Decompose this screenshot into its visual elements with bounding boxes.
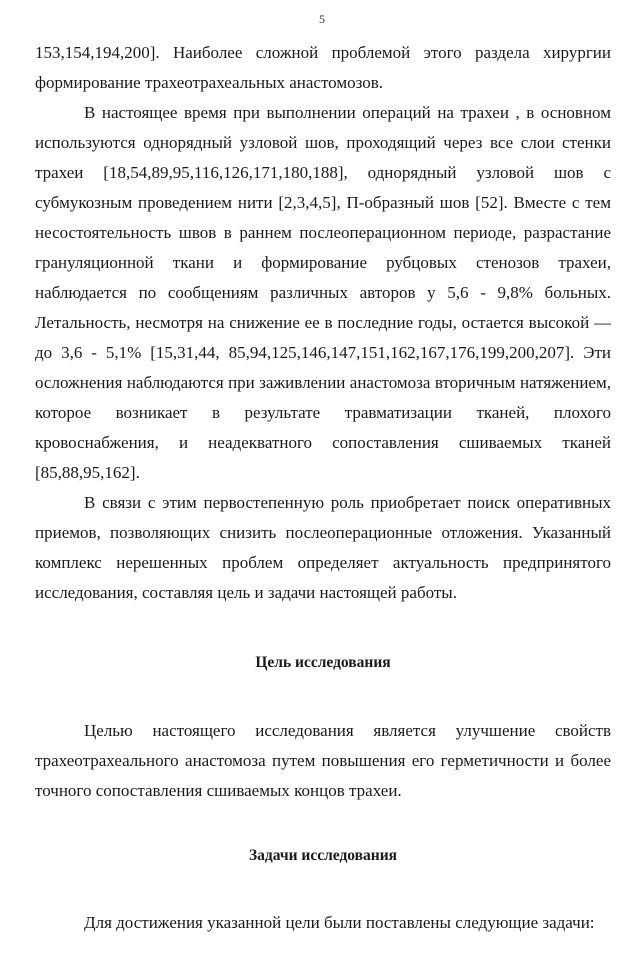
paragraph-relevance: В связи с этим первостепенную роль приобретает поиск оперативных приемов, позволяющих снизить послеоперационные отложения. Указанный комплекс нерешенных проблем определяет актуальность предпринятого исследования, составляя цель и задачи настоящей работы. (35, 493, 611, 602)
page-body (35, 38, 611, 938)
paragraph-tasks-intro: Для достижения указанной цели были поставлены следующие задачи: (84, 913, 595, 932)
paragraph-intro-continuation: 153,154,194,200]. Наиболее сложной проблемой этого раздела хирургии формирование трахеотрахеальных анастомозов. (35, 43, 611, 92)
paragraph-research-goal: Целью настоящего исследования является улучшение свойств трахеотрахеального анастомоза путем повышения его герметичности и более точного сопоставления сшиваемых концов трахеи. (35, 721, 611, 800)
heading-research-tasks: Задачи исследования (248, 847, 398, 864)
heading-research-goal: Цель исследования (255, 654, 391, 671)
page-number: 5 (319, 12, 325, 26)
paragraph-suture-methods: В настоящее время при выполнении операций на трахеи , в основном используются однорядный узловой шов, проходящий через все слои стенки трахеи [18,54,89,95,116,126,171,180,188], однорядный узловой шов с субмукозным проведением нити [2,3,4,5], П-образный шов [52]. Вместе с тем несостоятельность швов в раннем послеоперационном периоде, разрастание грануляционной ткани и формирование рубцовых стенозов трахеи, наблюдается по сообщениям различных авторов у 5,6 - 9,8% больных. Летальность, несмотря на снижение ее в последние годы, остается высокой — до 3,6 - 5,1% [15,31,44, 85,94,125,146,147,151,162,167,176,199,200,207]. Эти осложнения наблюдаются при заживлении анастомоза вторичным натяжением, которое возникает в результате травматизации тканей, плохого кровоснабжения, и неадекватного сопоставления сшиваемых тканей [85,88,95,162]. (35, 103, 611, 482)
